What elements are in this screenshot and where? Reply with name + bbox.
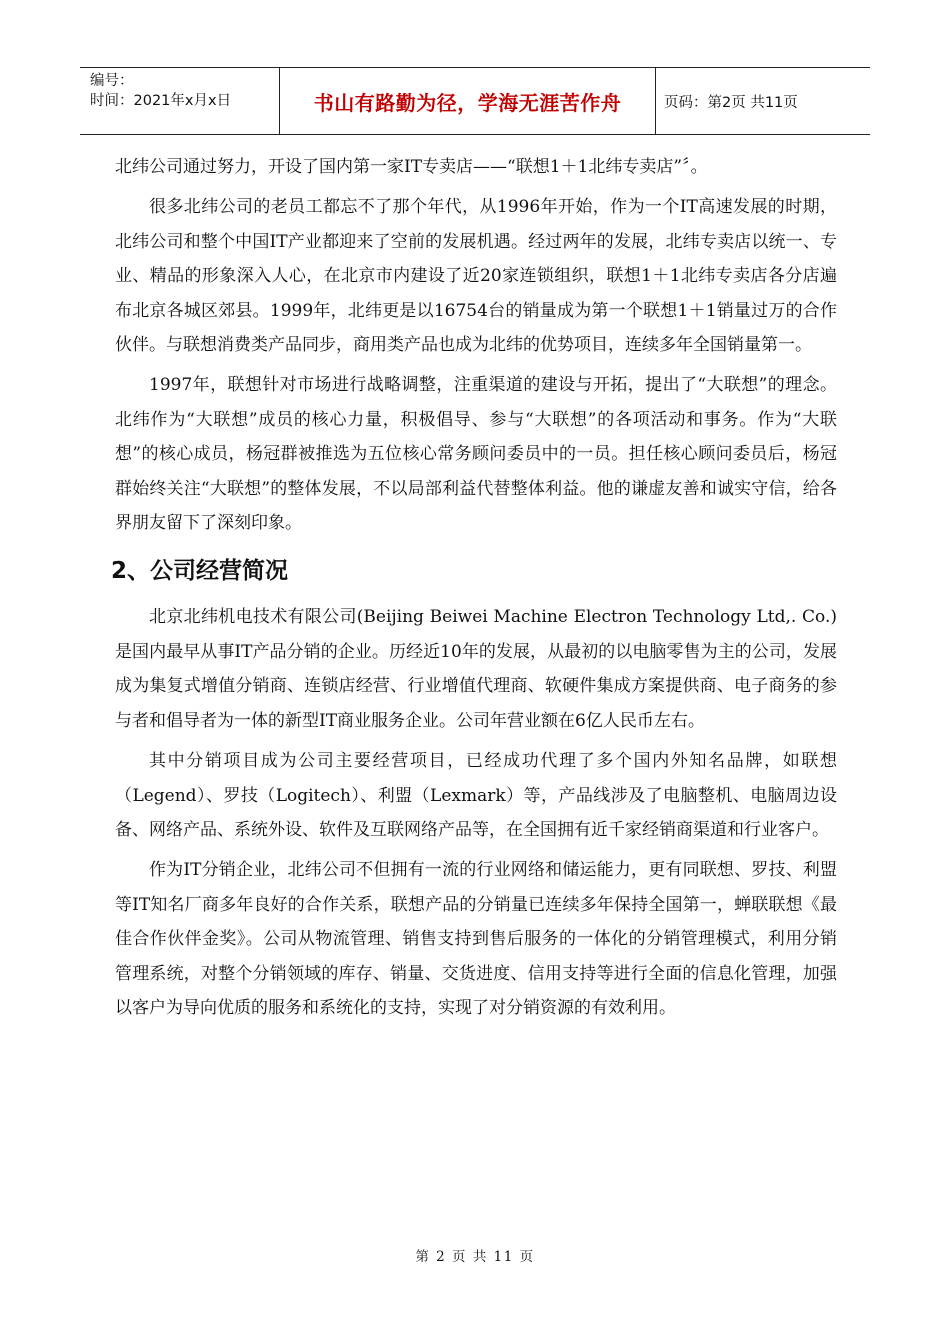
body-paragraph-1: 北纬公司通过努力，开设了国内第一家IT专卖店——“联想1＋1北纬专卖店”〞。: [115, 157, 708, 177]
header-motto: 书山有路勤为径，学海无涯苦作舟: [280, 68, 656, 134]
body-paragraph-2: 很多北纬公司的老员工都忘不了那个年代，从1996年开始，作为一个IT高速发展的时期，北纬公司和整个中国IT产业都迎来了空前的发展机遇。经过两年的发展，北纬专卖店以统一、专业、精品的形象深入人心，在北京市内建设了近20家连锁组织，联想1＋1北纬专卖店各分店遍布北京各城区郊县。1999年，北纬更是以16754台的销量成为第一个联想1＋1销量过万的合作伙伴。与联想消费类产品同步，商用类产品也成为北纬的优势项目，连续多年全国销量第一。: [115, 197, 837, 356]
header-page-info: 页码：第2页 共11页: [664, 94, 798, 111]
page-footer: 第 2 页 共 11 页: [415, 1249, 535, 1265]
section-paragraph-1: 北京北纬机电技术有限公司(Beijing Beiwei Machine Electron Technology Ltd,. Co.)是国内最早从事IT产品分销的企业。历经近10年的发展，从最初的以电脑零售为主的公司，发展成为集复式增值分销商、连锁店经营、行业增值代理商、软硬件集成方案提供商、电子商务的参与者和倡导者为一体的新型IT商业服务企业。公司年营业额在6亿人民币左右。: [115, 607, 837, 731]
section-paragraph-2: 其中分销项目成为公司主要经营项目，已经成功代理了多个国内外知名品牌，如联想（Legend）、罗技（Logitech）、利盟（Lexmark）等，产品线涉及了电脑整机、电脑周边设备、网络产品、系统外设、软件及互联网络产品等，在全国拥有近千家经销商渠道和行业客户。: [115, 751, 837, 840]
document-date-label: 时间：2021年x月x日: [90, 93, 232, 109]
body-paragraph-3: 1997年，联想针对市场进行战略调整，注重渠道的建设与开拓，提出了“大联想”的理念。北纬作为“大联想”成员的核心力量，积极倡导、参与“大联想”的各项活动和事务。作为“大联想”的核心成员，杨冠群被推选为五位核心常务顾问委员中的一员。担任核心顾问委员后，杨冠群始终关注“大联想”的整体发展，不以局部利益代替整体利益。他的谦虚友善和诚实守信，给各界朋友留下了深刻印象。: [115, 375, 837, 534]
header-meta: [80, 68, 280, 134]
page-header: [80, 67, 870, 135]
section-heading: 2、公司经营简况: [111, 558, 289, 585]
document-number-label: 编号：: [90, 73, 134, 89]
document-body: [111, 150, 837, 1031]
section-paragraph-3: 作为IT分销企业，北纬公司不但拥有一流的行业网络和储运能力，更有同联想、罗技、利盟等IT知名厂商多年良好的合作关系，联想产品的分销量已连续多年保持全国第一，蝉联联想《最佳合作伙伴金奖》。公司从物流管理、销售支持到售后服务的一体化的分销管理模式，利用分销管理系统，对整个分销领域的库存、销量、交货进度、信用支持等进行全面的信息化管理，加强以客户为导向优质的服务和系统化的支持，实现了对分销资源的有效利用。: [115, 860, 837, 1018]
